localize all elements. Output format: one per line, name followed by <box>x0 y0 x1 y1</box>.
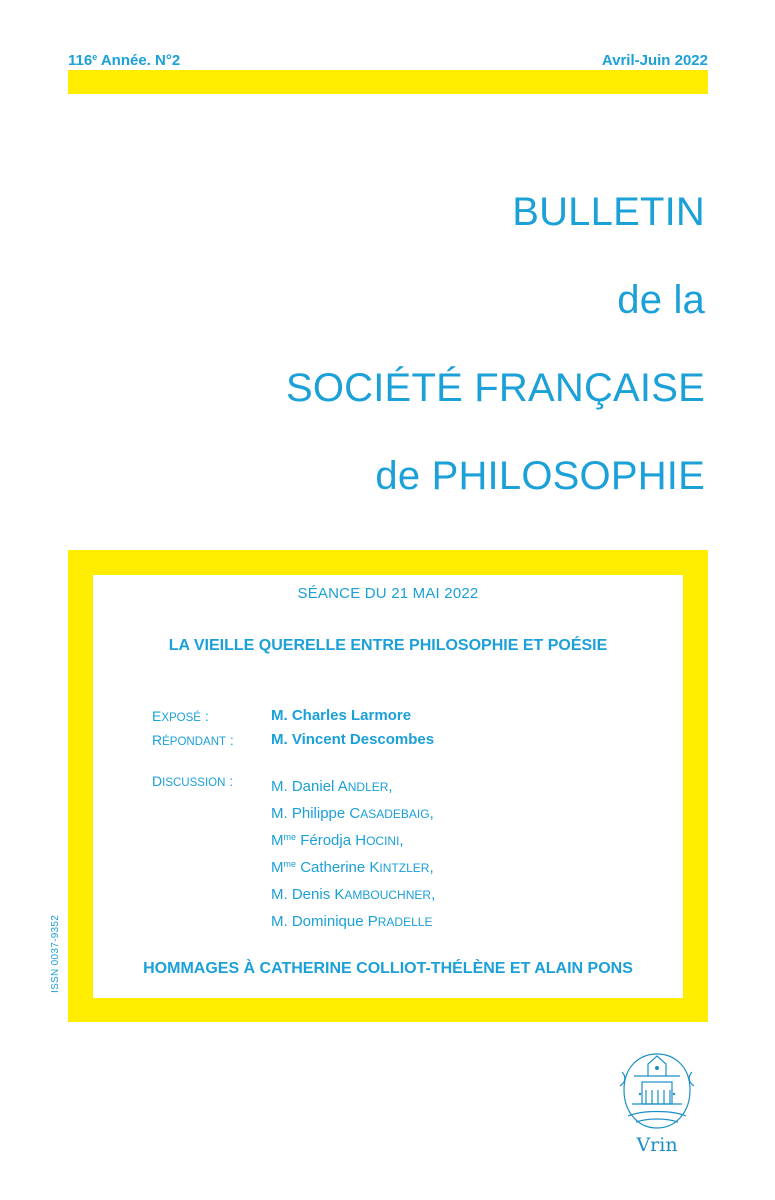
repondant-speaker: M. Vincent Descombes <box>271 731 435 748</box>
issue-date: Avril-Juin 2022 <box>601 52 708 69</box>
title-line-1: BULLETIN <box>512 190 705 234</box>
vrin-seal-icon <box>612 1046 702 1134</box>
discussant-item: M. Philippe CASADEBAIG, <box>271 805 434 822</box>
session-heading: SÉANCE DU 21 MAI 2022 <box>297 585 479 602</box>
discussant-item: M. Dominique PRADELLE <box>271 913 433 930</box>
contents-box <box>93 575 683 998</box>
discussant-item: $M^{me}$ Férodja HOCINI, <box>271 832 404 849</box>
discussant-list <box>271 772 435 934</box>
title-line-3: SOCIÉTÉ FRANÇAISE <box>285 366 705 410</box>
publisher-logo <box>612 1046 702 1164</box>
publisher-name: Vrin <box>636 1134 678 1156</box>
session-theme: LA VIEILLE QUERELLE ENTRE PHILOSOPHIE ET POÉSIE <box>168 637 608 654</box>
expose-speaker: M. Charles Larmore <box>271 707 412 724</box>
hommages-heading: HOMMAGES À CATHERINE COLLIOT-THÉLÈNE ET ALAIN PONS <box>143 960 633 977</box>
expose-label: EXPOSÉ : <box>152 708 209 724</box>
title-line-2: de la <box>617 278 705 322</box>
title-line-4: de PHILOSOPHIE <box>375 454 705 498</box>
discussant-item: $M^{me}$ Catherine KINTZLER, <box>271 859 434 876</box>
discussion-label: DISCUSSION : <box>152 773 234 789</box>
top-yellow-band <box>68 70 708 94</box>
issue-number: 116e Année. N°2 <box>68 52 181 69</box>
repondant-label: RÉPONDANT : <box>152 732 234 748</box>
discussant-item: M. Denis KAMBOUCHNER, <box>271 886 436 903</box>
discussant-item: M. Daniel ANDLER, <box>271 778 393 795</box>
issue-header <box>68 52 708 70</box>
issn-number: ISSN 0037-9352 <box>50 914 61 993</box>
